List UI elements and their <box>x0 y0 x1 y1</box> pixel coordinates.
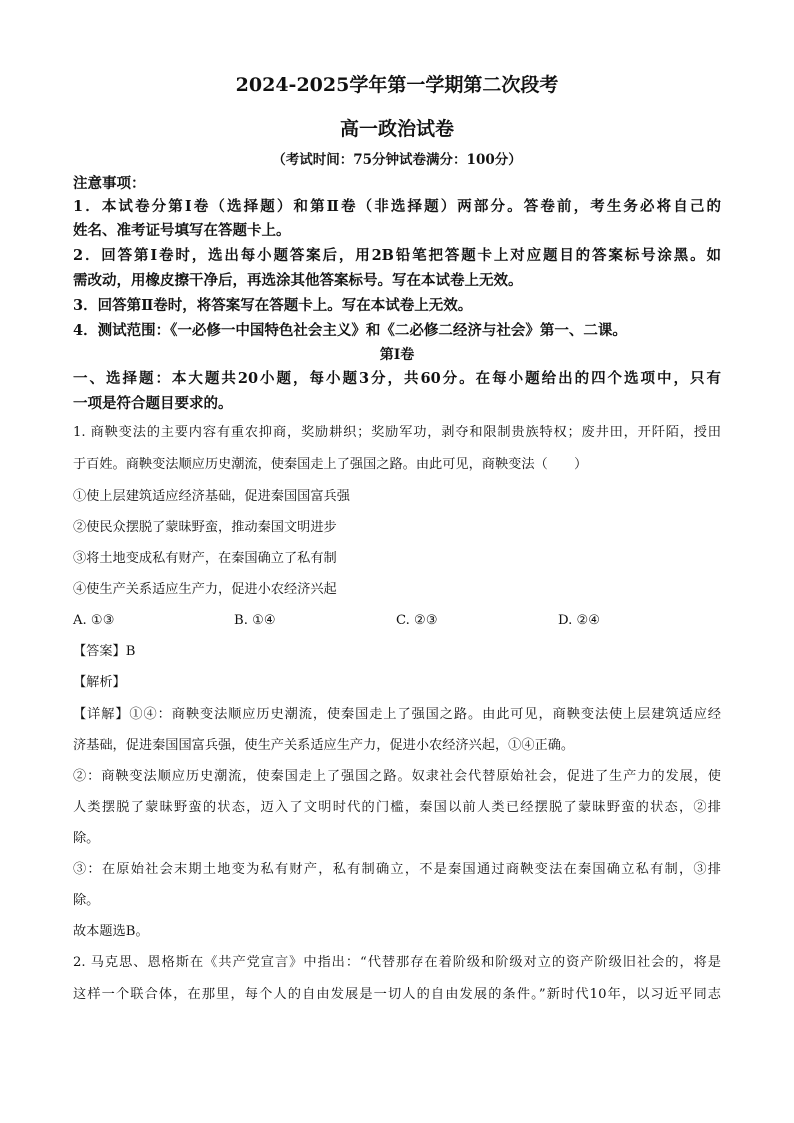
answer-label: 【答案】B <box>73 644 136 659</box>
question1-stem: 于百姓。商鞅变法顺应历史潮流，使秦国走上了强国之路。由此可见，商鞅变法（ ） <box>73 457 588 472</box>
notes-line: 4．测试范围：《一必修一中国特色社会主义》和《二必修二经济与社会》第一、二课。 <box>73 322 627 339</box>
question2-stem: 2. 马克思、恩格斯在《共产党宣言》中指出：“代替那存在着阶级和阶级对立的资产阶级旧社会的，将是 <box>73 955 721 970</box>
exam-title: 2024-2025学年第一学期第二次段考 <box>235 74 559 96</box>
explanation-line: 【详解】①④：商鞅变法顺应历史潮流，使秦国走上了强国之路。由此可见，商鞅变法使上层建筑适应经 <box>73 707 721 722</box>
section-intro: 一、选择题：本大题共20小题，每小题3分，共60分。在每小题给出的四个选项中，只有 <box>73 370 721 387</box>
question1-statement: ②使民众摆脱了蒙昧野蛮，推动秦国文明进步 <box>73 520 337 535</box>
question1-statement: ①使上层建筑适应经济基础，促进秦国国富兵强 <box>73 489 350 504</box>
question1-stem: 1. 商鞅变法的主要内容有重农抑商，奖励耕织；奖励军功，剥夺和限制贵族特权；废井田，开阡陌，授田 <box>73 425 721 440</box>
section-intro: 一项是符合题目要求的。 <box>73 395 233 412</box>
explanation-line: 济基础，促进秦国国富兵强，使生产关系适应生产力，促进小农经济兴起，①④正确。 <box>73 738 575 753</box>
section-title: 第Ⅰ卷 <box>379 347 415 363</box>
explanation-conclusion: 故本题选B。 <box>73 924 149 939</box>
option-b: B. ①④ <box>234 613 276 628</box>
exam-subject: 高一政治试卷 <box>339 118 454 140</box>
explanation-line: 除。 <box>73 831 100 846</box>
notes-line: 需改动，用橡皮擦干净后，再选涂其他答案标号。写在本试卷上无效。 <box>73 272 523 289</box>
notes-line: 2．回答第Ⅰ卷时，选出每小题答案后，用2B铅笔把答题卡上对应题目的答案标号涂黑。如 <box>73 247 721 264</box>
exam-info: （考试时间：75分钟试卷满分：100分） <box>272 152 522 168</box>
question2-stem: 这样一个联合体，在那里，每个人的自由发展是一切人的自由发展的条件。”新时代10年，以习近平同志 <box>73 987 721 1002</box>
explanation-line: 除。 <box>73 893 100 908</box>
analysis-label: 【解析】 <box>73 675 126 690</box>
option-a: A. ①③ <box>73 613 115 628</box>
option-c: C. ②③ <box>396 613 438 628</box>
question1-statement: ④使生产关系适应生产力，促进小农经济兴起 <box>73 582 337 597</box>
notes-heading: 注意事项： <box>73 175 146 192</box>
notes-line: 姓名、准考证号填写在答题卡上。 <box>73 222 291 239</box>
question1-statement: ③将土地变成私有财产，在秦国确立了私有制 <box>73 551 337 566</box>
notes-line: 3．回答第Ⅱ卷时，将答案写在答题卡上。写在本试卷上无效。 <box>73 297 473 314</box>
explanation-line: ③：在原始社会末期土地变为私有财产，私有制确立，不是秦国通过商鞅变法在秦国确立私有制，③排 <box>73 862 721 877</box>
explanation-line: 人类摆脱了蒙昧野蛮的状态，迈入了文明时代的门槛，秦国以前人类已经摆脱了蒙昧野蛮的状态，②排 <box>73 800 721 815</box>
notes-line: 1．本试卷分第Ⅰ卷（选择题）和第Ⅱ卷（非选择题）两部分。答卷前，考生务必将自己的 <box>73 198 721 215</box>
explanation-line: ②：商鞅变法顺应历史潮流，使秦国走上了强国之路。奴隶社会代替原始社会，促进了生产力的发展，使 <box>73 769 721 784</box>
option-d: D. ②④ <box>558 613 601 628</box>
